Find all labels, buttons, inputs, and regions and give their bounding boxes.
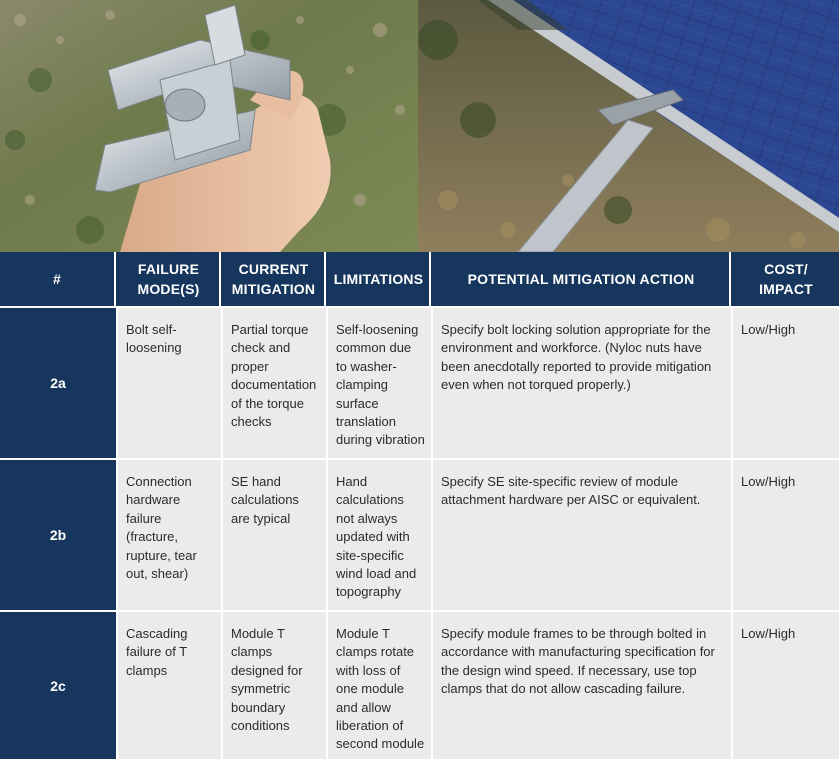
header-current-mitigation: CURRENT MITIGATION: [223, 252, 326, 306]
failure-modes-cell: Cascading failure of T clamps: [118, 612, 221, 759]
failure-mitigation-table: [0, 252, 839, 759]
row-id: 2a: [0, 308, 116, 458]
header-failure-modes: FAILURE MODE(S): [118, 252, 221, 306]
photo-t-clamp-in-hand: [0, 0, 418, 252]
potential-mitigation-cell: Specify SE site-specific review of module attachment hardware per AISC or equivalent.: [433, 460, 731, 610]
table-row: [0, 460, 839, 610]
cost-impact-cell: Low/High: [733, 308, 839, 458]
current-mitigation-cell: SE hand calculations are typical: [223, 460, 326, 610]
header-number: #: [0, 252, 116, 306]
failure-modes-cell: Connection hardware failure (fracture, rupture, tear out, shear): [118, 460, 221, 610]
limitations-cell: Self-loosening common due to washer-clamping surface translation during vibration: [328, 308, 431, 458]
potential-mitigation-cell: Specify bolt locking solution appropriate for the environment and workforce. (Nyloc nuts have been anecdotally reported to provide mitigation even when not torqued properly.): [433, 308, 731, 458]
current-mitigation-cell: Partial torque check and proper documentation of the torque checks: [223, 308, 326, 458]
table-row: [0, 612, 839, 759]
limitations-cell: Module T clamps rotate with loss of one module and allow liberation of second module: [328, 612, 431, 759]
table-header-row: [0, 252, 839, 306]
current-mitigation-cell: Module T clamps designed for symmetric boundary conditions: [223, 612, 326, 759]
cost-impact-cell: Low/High: [733, 460, 839, 610]
header-limitations: LIMITATIONS: [328, 252, 431, 306]
limitations-cell: Hand calculations not always updated with site-specific wind load and topography: [328, 460, 431, 610]
table-row: [0, 308, 839, 458]
photo-strip: [0, 0, 839, 252]
header-potential-mitigation: POTENTIAL MITIGATION ACTION: [433, 252, 731, 306]
potential-mitigation-cell: Specify module frames to be through bolted in accordance with manufacturing specification for the design wind speed. If necessary, use top clamps that do not allow cascading failure.: [433, 612, 731, 759]
row-id: 2b: [0, 460, 116, 610]
photo-solar-panel-rail: [418, 0, 839, 252]
failure-modes-cell: Bolt self-loosening: [118, 308, 221, 458]
cost-impact-cell: Low/High: [733, 612, 839, 759]
row-id: 2c: [0, 612, 116, 759]
header-cost-impact: COST/ IMPACT: [759, 261, 813, 297]
